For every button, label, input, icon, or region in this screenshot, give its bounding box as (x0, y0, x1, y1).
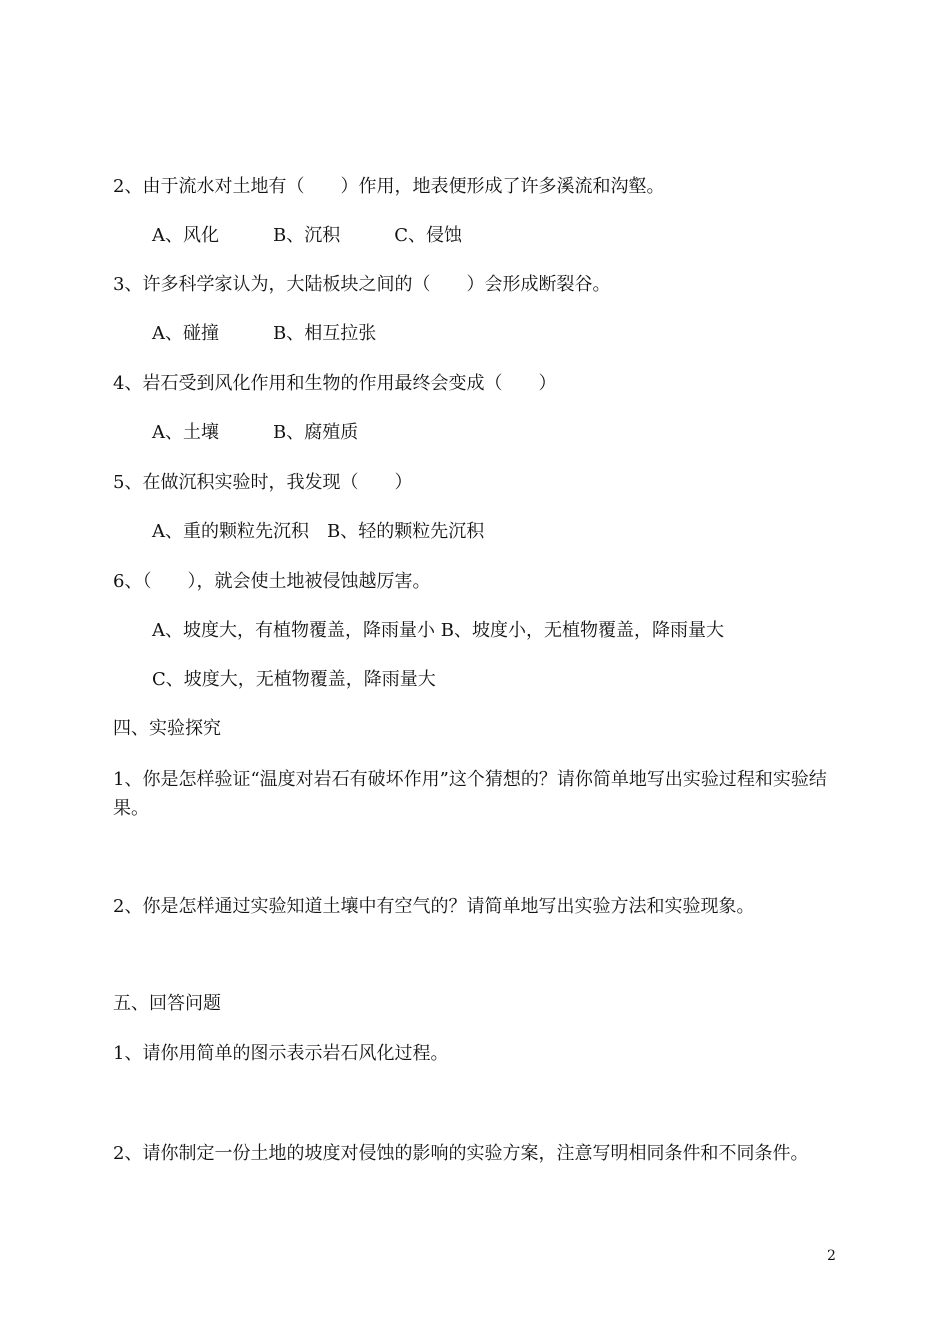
section-5-heading: 五、回答问题 (113, 993, 221, 1014)
question-6: 6、（ ），就会使土地被侵蚀越厉害。 (113, 571, 431, 592)
question-3-options: A、碰撞 B、相互拉张 (152, 323, 377, 344)
section-5-question-2: 2、请你制定一份土地的坡度对侵蚀的影响的实验方案，注意写明相同条件和不同条件。 (113, 1143, 809, 1164)
question-6-options-ab: A、坡度大，有植物覆盖，降雨量小 B、坡度小，无植物覆盖，降雨量大 (152, 620, 724, 641)
question-5: 5、在做沉积实验时，我发现（ ） (113, 472, 413, 493)
page-number: 2 (827, 1248, 836, 1264)
question-4: 4、岩石受到风化作用和生物的作用最终会变成（ ） (113, 373, 557, 394)
section-5-question-1: 1、请你用简单的图示表示岩石风化过程。 (113, 1043, 449, 1064)
question-5-options: A、重的颗粒先沉积 B、轻的颗粒先沉积 (152, 521, 485, 542)
question-6-option-c: C、坡度大，无植物覆盖，降雨量大 (152, 669, 436, 690)
question-4-options: A、土壤 B、腐殖质 (152, 422, 359, 443)
question-3: 3、许多科学家认为，大陆板块之间的（ ）会形成断裂谷。 (113, 274, 611, 295)
question-2-options: A、风化 B、沉积 C、侵蚀 (152, 225, 462, 246)
question-2: 2、由于流水对土地有（ ）作用，地表便形成了许多溪流和沟壑。 (113, 176, 665, 197)
section-4-question-2: 2、你是怎样通过实验知道土壤中有空气的？请简单地写出实验方法和实验现象。 (113, 896, 755, 917)
section-4-heading: 四、实验探究 (113, 718, 221, 739)
section-4-question-1: 1、你是怎样验证“温度对岩石有破坏作用”这个猜想的？请你简单地写出实验过程和实验结果。 (113, 769, 827, 819)
